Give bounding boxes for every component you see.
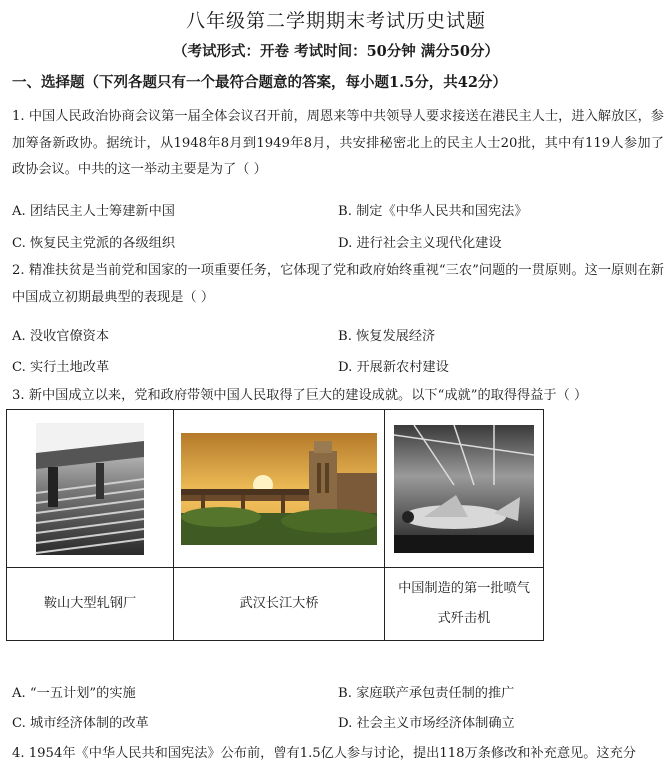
caption-steel-mill: 鞍山大型轧钢厂	[7, 568, 174, 641]
question-2-option-d: D. 开展新农村建设	[338, 360, 449, 375]
question-3-stem: 3. 新中国成立以来，党和政府带领中国人民取得了巨大的建设成就。以下“成就”的取得得益于（ ）	[12, 388, 588, 403]
exam-subtitle: （考试形式：开卷 考试时间：50分钟 满分50分）	[173, 43, 499, 60]
question-2-option-c: C. 实行土地改革	[12, 360, 110, 375]
section-heading: 一、选择题（下列各题只有一个最符合题意的答案，每小题1.5分，共42分）	[12, 74, 507, 91]
question-1-option-b: B. 制定《中华人民共和国宪法》	[338, 204, 528, 219]
question-2-option-b: B. 恢复发展经济	[338, 329, 436, 344]
question-1-option-d: D. 进行社会主义现代化建设	[338, 236, 502, 251]
question-3-option-a: A. “一五计划”的实施	[12, 686, 136, 701]
question-3-option-b: B. 家庭联产承包责任制的推广	[338, 686, 515, 701]
question-1-stem: 1. 中国人民政治协商会议第一届全体会议召开前，周恩来等中共领导人要求接送在港民主人士，进入解放区，参加筹备新政协。据统计，从1948年8月到1949年8月，共安排秘密北上的民主人士20批，其中有119人参加了政协会议。中共的这一举动主要是为了（ ）	[12, 109, 664, 177]
bridge-photo	[181, 433, 377, 545]
question-3-option-d: D. 社会主义市场经济体制确立	[338, 716, 515, 731]
bridge-photo-cell	[174, 410, 385, 568]
question-2-option-a: A. 没收官僚资本	[12, 329, 110, 344]
steel-mill-photo	[36, 423, 144, 555]
exam-title: 八年级第二学期期末考试历史试题	[185, 10, 486, 32]
caption-jet-fighter: 中国制造的第一批喷气式歼击机	[385, 568, 544, 641]
question-4-stem: 4. 1954年《中华人民共和国宪法》公布前，曾有1.5亿人参与讨论，提出118万条修改和补充意见。这充分	[12, 746, 636, 761]
jet-fighter-photo-cell	[385, 410, 544, 568]
question-3-option-c: C. 城市经济体制的改革	[12, 716, 149, 731]
steel-mill-photo-cell	[7, 410, 174, 568]
question-1-option-c: C. 恢复民主党派的各级组织	[12, 236, 176, 251]
jet-fighter-photo	[394, 425, 534, 553]
question-1-option-a: A. 团结民主人士筹建新中国	[12, 204, 175, 219]
caption-bridge: 武汉长江大桥	[174, 568, 385, 641]
question-2-stem: 2. 精准扶贫是当前党和国家的一项重要任务，它体现了党和政府始终重视“三农”问题的一贯原则。这一原则在新中国成立初期最典型的表现是（ ）	[12, 263, 664, 305]
achievement-table	[6, 409, 544, 641]
